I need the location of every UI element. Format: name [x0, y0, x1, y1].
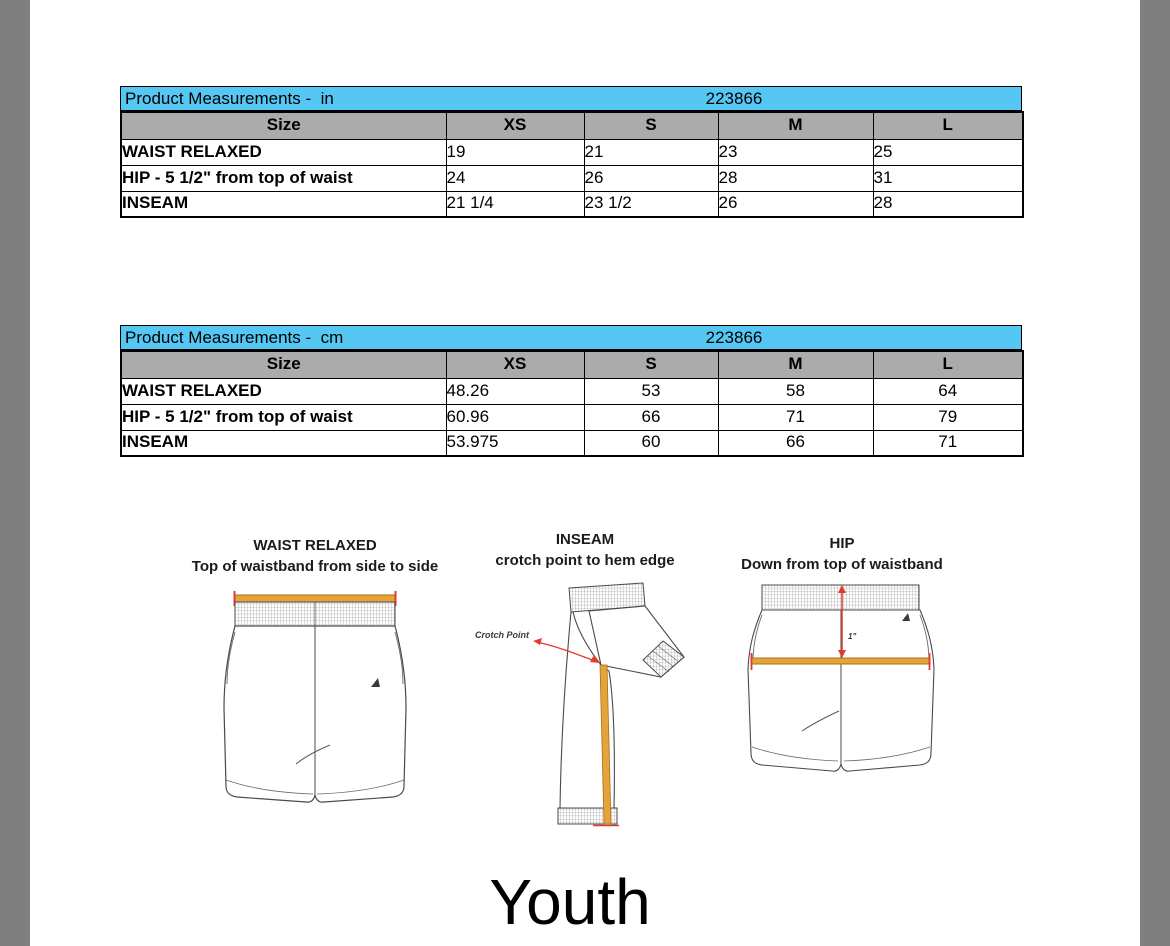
diagram-subtitle: crotch point to hem edge	[495, 552, 675, 569]
cell-value: 66	[718, 430, 873, 456]
row-label: INSEAM	[121, 430, 446, 456]
cell-value: 26	[718, 191, 873, 217]
table-row	[121, 430, 1023, 456]
cell-value: 58	[718, 378, 873, 404]
cell-value: 19	[446, 139, 584, 165]
cell-value: 66	[584, 404, 718, 430]
row-label: INSEAM	[121, 191, 446, 217]
col-header-m: M	[718, 351, 873, 378]
cell-value: 53.975	[446, 430, 584, 456]
pants-folded-leg-illustration	[473, 581, 698, 831]
col-header-size: Size	[121, 351, 446, 378]
measurements-table-cm	[120, 325, 1022, 457]
table-row	[121, 404, 1023, 430]
column-header-row	[121, 351, 1023, 378]
product-number: 223866	[705, 88, 763, 108]
shorts-front-illustration	[220, 590, 410, 825]
column-header-row	[121, 112, 1023, 139]
cell-value: 23 1/2	[584, 191, 718, 217]
cell-value: 23	[718, 139, 873, 165]
cell-value: 48.26	[446, 378, 584, 404]
table-row	[121, 165, 1023, 191]
table-title-bar	[120, 325, 1022, 350]
cell-value: 79	[873, 404, 1023, 430]
right-gutter	[1140, 0, 1170, 946]
waist-relaxed-diagram	[150, 535, 480, 825]
col-header-l: L	[873, 112, 1023, 139]
row-label: HIP - 5 1/2" from top of waist	[121, 165, 446, 191]
diagram-title: HIP	[829, 535, 855, 552]
cell-value: 24	[446, 165, 584, 191]
cell-value: 26	[584, 165, 718, 191]
cell-value: 64	[873, 378, 1023, 404]
size-chart-cm	[120, 350, 1024, 457]
size-group-label: Youth	[489, 866, 651, 938]
cell-value: 21 1/4	[446, 191, 584, 217]
pants-outline	[558, 583, 684, 824]
row-label: HIP - 5 1/2" from top of waist	[121, 404, 446, 430]
cell-value: 71	[718, 404, 873, 430]
size-chart-in	[120, 111, 1024, 218]
shorts-back-illustration	[744, 581, 941, 788]
diagram-caption	[712, 533, 972, 575]
crotch-point-label: Crotch Point	[474, 630, 529, 640]
cell-value: 25	[873, 139, 1023, 165]
col-header-s: S	[584, 351, 718, 378]
inseam-diagram	[455, 529, 715, 831]
col-header-l: L	[873, 351, 1023, 378]
col-header-xs: XS	[446, 112, 584, 139]
cell-value: 53	[584, 378, 718, 404]
product-number: 223866	[705, 327, 763, 347]
diagram-subtitle: Down from top of waistband	[741, 556, 943, 573]
cell-value: 31	[873, 165, 1023, 191]
diagram-caption	[455, 529, 715, 571]
diagram-title: INSEAM	[555, 531, 615, 548]
col-header-size: Size	[121, 112, 446, 139]
drop-distance-label: 1"	[847, 632, 856, 641]
table-title: Product Measurements - cm	[125, 327, 344, 347]
diagram-subtitle: Top of waistband from side to side	[191, 558, 439, 575]
shorts-outline	[748, 585, 934, 771]
table-title-bar	[120, 86, 1022, 111]
left-gutter	[0, 0, 30, 946]
diagram-title: WAIST RELAXED	[253, 537, 377, 554]
cell-value: 28	[718, 165, 873, 191]
hip-diagram	[712, 533, 972, 788]
measurements-table-in	[120, 86, 1022, 218]
row-label: WAIST RELAXED	[121, 139, 446, 165]
col-header-xs: XS	[446, 351, 584, 378]
col-header-m: M	[718, 112, 873, 139]
cell-value: 60.96	[446, 404, 584, 430]
diagram-caption	[150, 535, 480, 577]
table-row	[121, 378, 1023, 404]
col-header-s: S	[584, 112, 718, 139]
table-row	[121, 191, 1023, 217]
cell-value: 28	[873, 191, 1023, 217]
cell-value: 71	[873, 430, 1023, 456]
row-label: WAIST RELAXED	[121, 378, 446, 404]
shorts-outline	[224, 602, 406, 802]
table-title: Product Measurements - in	[125, 88, 334, 108]
cell-value: 60	[584, 430, 718, 456]
cell-value: 21	[584, 139, 718, 165]
table-row	[121, 139, 1023, 165]
